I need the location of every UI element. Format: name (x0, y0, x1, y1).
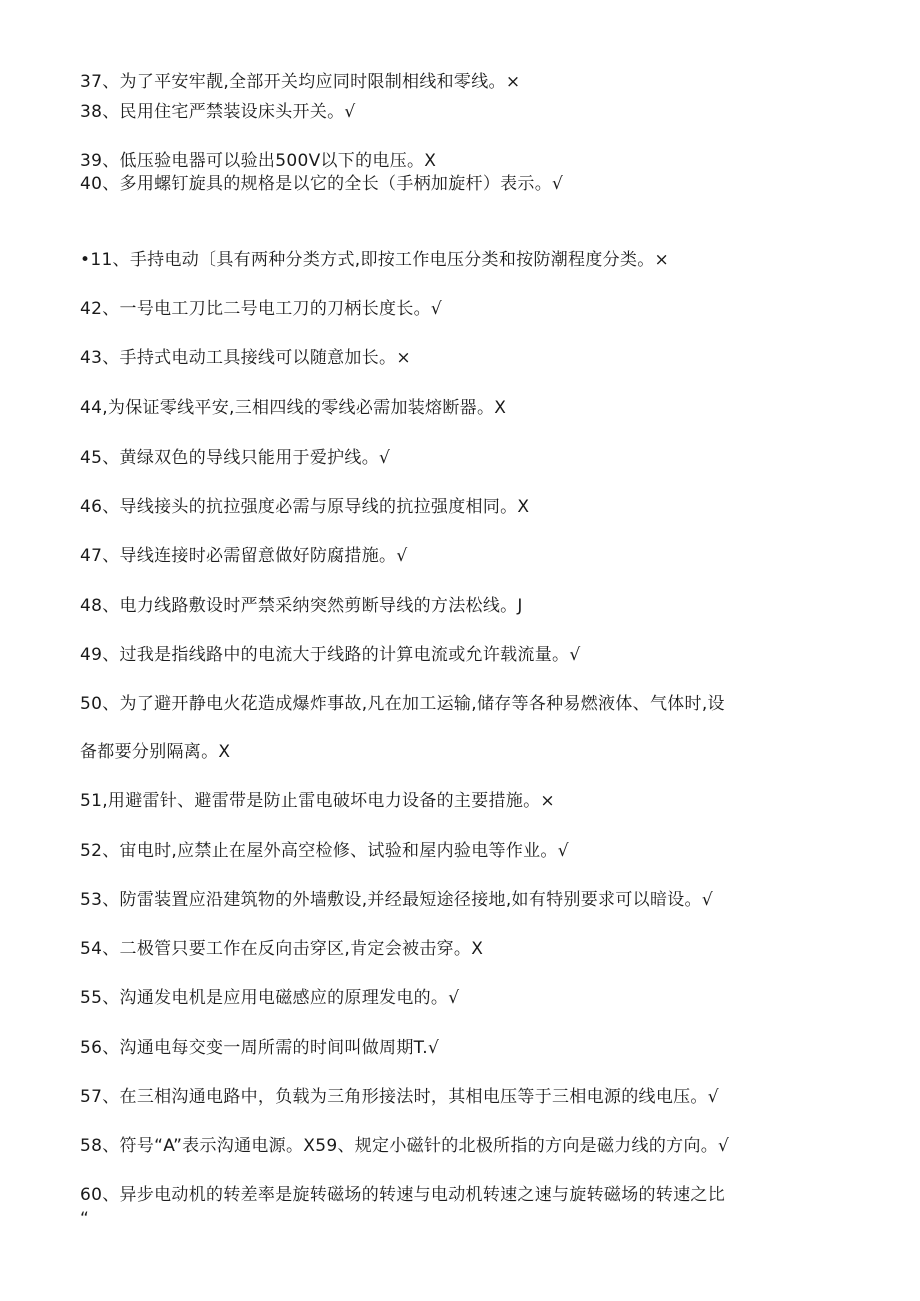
question-60: 60、异步电动机的转差率是旋转磁场的转速与电动机转速之速与旋转磁场的转速之比 (80, 1185, 726, 1205)
question-38: 38、民用住宅严禁装设床头开关。√ (80, 102, 356, 122)
question-39: 39、低压验电器可以验出500V以下的电压。X (80, 151, 437, 171)
question-50-continued: 备都要分别隔离。X (80, 742, 231, 762)
question-55: 55、沟通发电机是应用电磁感应的原理发电的。√ (80, 988, 460, 1008)
question-41: •11、手持电动〔具有两种分类方式,即按工作电压分类和按防潮程度分类。× (80, 250, 670, 270)
question-43: 43、手持式电动工具接线可以随意加长。× (80, 348, 411, 368)
question-37: 37、为了平安牢靓,全部开关均应同时限制相线和零线。× (80, 72, 521, 92)
question-58-59: 58、符号“A”表示沟通电源。X59、规定小磁针的北极所指的方向是磁力线的方向。√ (80, 1136, 730, 1156)
question-40: 40、多用螺钉旋具的规格是以它的全长（手柄加旋杆）表示。√ (80, 174, 564, 194)
question-45: 45、黄绿双色的导线只能用于爱护线。√ (80, 448, 391, 468)
question-47: 47、导线连接时必需留意做好防腐措施。√ (80, 546, 408, 566)
question-60-continued: “ (80, 1209, 90, 1229)
question-56: 56、沟通电每交变一周所需的时间叫做周期T.√ (80, 1038, 440, 1058)
question-53: 53、防雷装置应沿建筑物的外墙敷设,并经最短途径接地,如有特别要求可以暗设。√ (80, 890, 713, 910)
question-51: 51,用避雷针、避雷带是防止雷电破坏电力设备的主要措施。× (80, 791, 555, 811)
question-54: 54、二极管只要工作在反向击穿区,肯定会被击穿。X (80, 939, 484, 959)
question-52: 52、宙电时,应禁止在屋外高空检修、试验和屋内验电等作业。√ (80, 841, 569, 861)
question-57: 57、在三相沟通电路中，负载为三角形接法时，其相电压等于三相电源的线电压。√ (80, 1087, 719, 1107)
question-44: 44,为保证零线平安,三相四线的零线必需加装熔断器。X (80, 398, 507, 418)
question-48: 48、电力线路敷设时严禁采纳突然剪断导线的方法松线。J (80, 596, 523, 616)
question-50: 50、为了避开静电火花造成爆炸事故,凡在加工运输,储存等各种易燃液体、气体时,设 (80, 694, 725, 714)
question-42: 42、一号电工刀比二号电工刀的刀柄长度长。√ (80, 299, 443, 319)
question-49: 49、过我是指线路中的电流大于线路的计算电流或允许载流量。√ (80, 645, 581, 665)
question-46: 46、导线接头的抗拉强度必需与原导线的抗拉强度相同。X (80, 497, 530, 517)
